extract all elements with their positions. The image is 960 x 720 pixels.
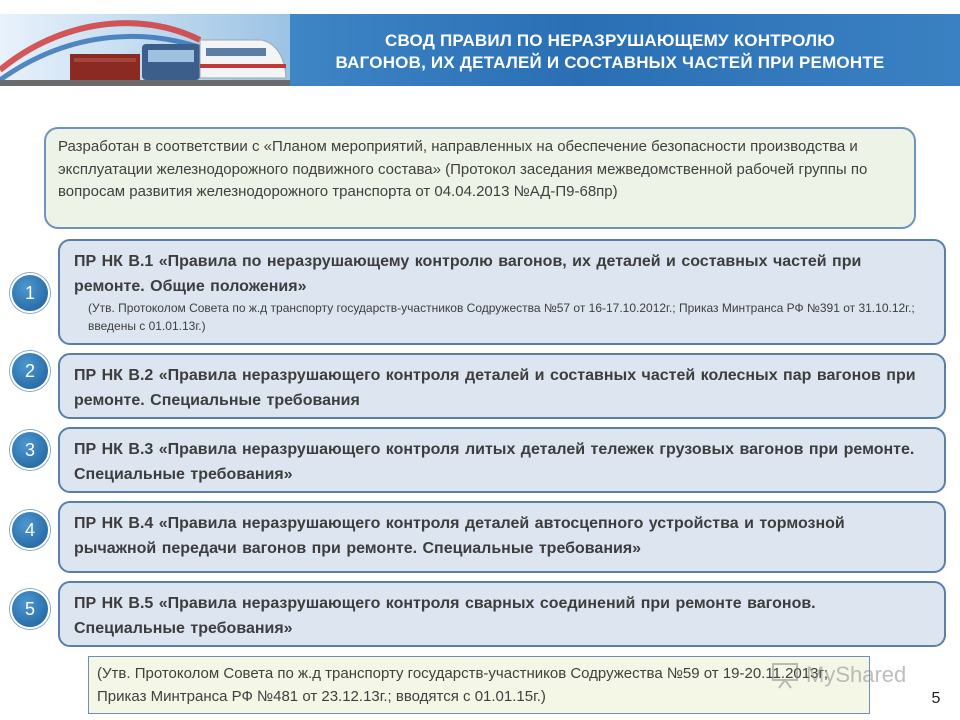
rule-number-5: 5 xyxy=(10,589,50,629)
rule-title-2: ПР НК В.2 «Правила неразрушающего контроля деталей и составных частей колесных пар вагонов при ремонте. Специальные требования xyxy=(74,367,916,409)
presentation-board-icon xyxy=(770,660,800,690)
rule-title-1: ПР НК В.1 «Правила по неразрушающему контролю вагонов, их деталей и составных частей при ремонте. Общие положения» xyxy=(74,253,862,295)
page-title-line2: ВАГОНОВ, ИХ ДЕТАЛЕЙ И СОСТАВНЫХ ЧАСТЕЙ ПРИ РЕМОНТЕ xyxy=(335,53,885,72)
rule-box-2 xyxy=(58,353,946,419)
rule-title-5: ПР НК В.5 «Правила неразрушающего контроля сварных соединений при ремонте вагонов. Специальные требования» xyxy=(74,595,816,637)
rule-number-1: 1 xyxy=(10,273,50,313)
trains-illustration xyxy=(0,0,290,100)
watermark xyxy=(770,658,930,692)
intro-box: Разработан в соответствии с «Планом мероприятий, направленных на обеспечение безопасности производства и эксплуатации железнодорожного подвижного состава» (Протокол заседания межведомственной рабочей группы по вопросам развития железнодорожного транспорта от 04.04.2013 №АД-П9-68пр) xyxy=(44,127,916,229)
watermark-text: MyShared xyxy=(806,662,907,687)
page-number: 5 xyxy=(931,690,941,707)
rule-box-3 xyxy=(58,427,946,493)
page-title xyxy=(280,30,940,74)
rule-box-1 xyxy=(58,239,946,345)
rule-box-4 xyxy=(58,501,946,573)
rule-title-4: ПР НК В.4 «Правила неразрушающего контроля деталей автосцепного устройства и тормозной рычажной передачи вагонов при ремонте. Специальные требования» xyxy=(74,515,845,557)
rule-title-3: ПР НК В.3 «Правила неразрушающего контроля литых деталей тележек грузовых вагонов при ремонте. Специальные требования» xyxy=(74,441,915,483)
rule-note-1: (Утв. Протоколом Совета по ж.д транспорту государств-участников Содружества №57 от 16-17.10.2012г.; Приказ Минтранса РФ №391 от 31.10.12г.; введены с 01.01.13г.) xyxy=(88,301,915,333)
rule-number-2: 2 xyxy=(10,351,50,391)
rule-number-3: 3 xyxy=(10,430,50,470)
header xyxy=(0,0,960,100)
rule-box-5 xyxy=(58,581,946,647)
rule-number-4: 4 xyxy=(10,510,50,550)
page-title-line1: СВОД ПРАВИЛ ПО НЕРАЗРУШАЮЩЕМУ КОНТРОЛЮ xyxy=(385,31,835,50)
bottom-note: (Утв. Протоколом Совета по ж.д транспорту государств-участников Содружества №59 от 19-20.11.2013г; Приказ Минтранса РФ №481 от 23.12.13г.; вводятся с 01.01.15г.) xyxy=(88,656,870,714)
